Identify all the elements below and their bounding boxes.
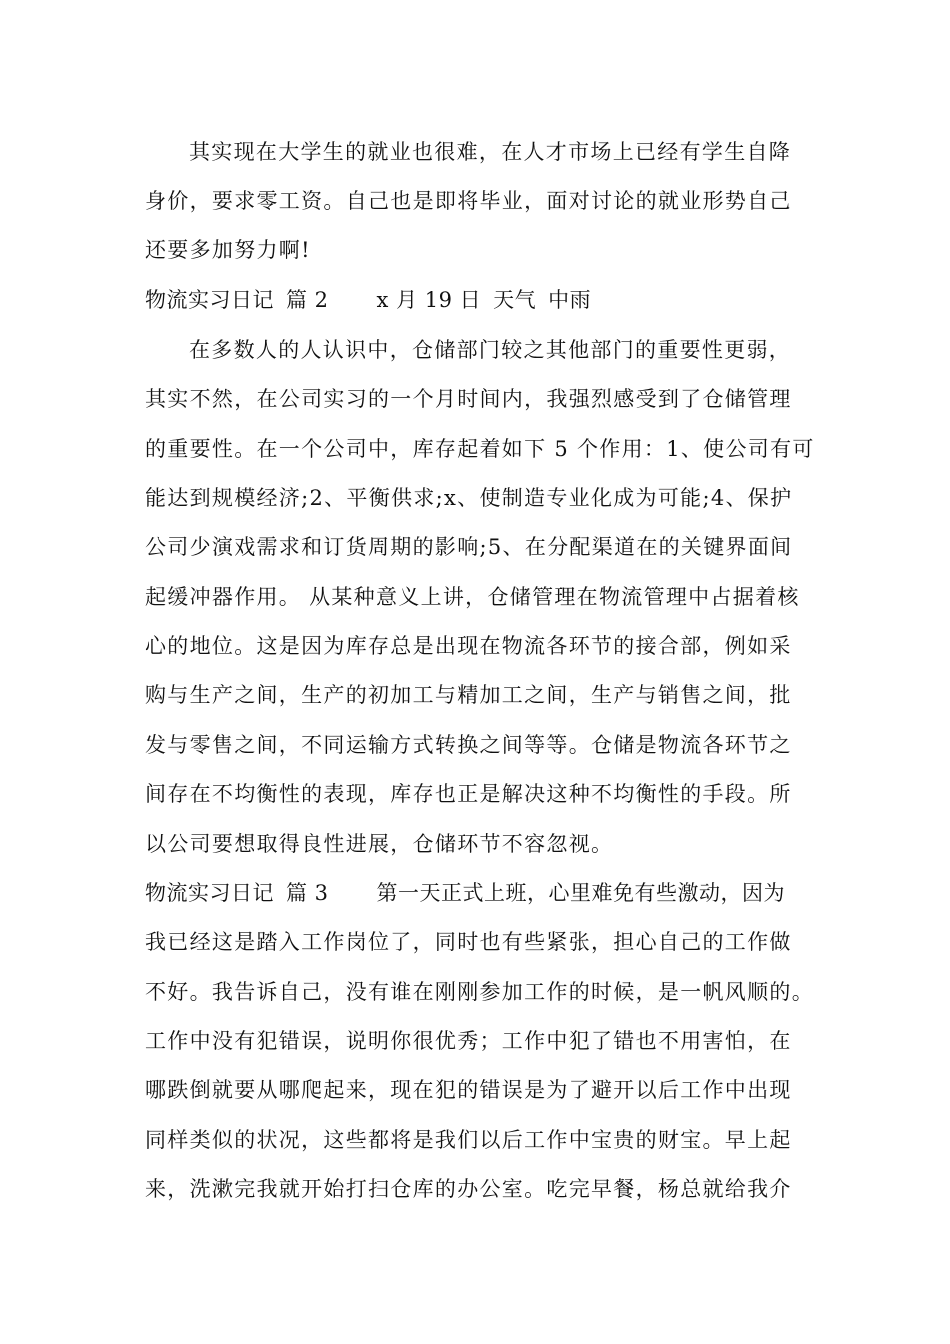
- entry-2-date: x 月 19 日: [376, 288, 482, 312]
- entry-2-line-2: 其实不然，在公司实习的一个月时间内，我强烈感受到了仓储管理: [145, 387, 792, 411]
- entry-2-line-10: 间存在不均衡性的表现，库存也正是解决这种不均衡性的手段。所: [145, 782, 792, 806]
- entry-3-line-5: 同样类似的状况，这些都将是我们以后工作中宝贵的财宝。早上起: [145, 1128, 792, 1152]
- entry-2-line-4: 能达到规模经济;2、平衡供求;x、使制造专业化成为可能;4、保护: [145, 486, 793, 510]
- entry-3-line-1: 我已经这是踏入工作岗位了，同时也有些紧张，担心自己的工作做: [145, 930, 792, 954]
- entry-2-line-6: 起缓冲器作用。 从某种意义上讲，仓储管理在物流管理中占据着核: [145, 585, 800, 609]
- entry-3-line-6: 来，洗漱完我就开始打扫仓库的办公室。吃完早餐，杨总就给我介: [145, 1177, 792, 1201]
- entry-3-line-4: 哪跌倒就要从哪爬起来，现在犯的错误是为了避开以后工作中出现: [145, 1078, 792, 1102]
- entry-2-line-5: 公司少演戏需求和订货周期的影响;5、在分配渠道在的关键界面间: [145, 535, 793, 559]
- entry-2-title: 物流实习日记: [145, 288, 274, 312]
- entry-3-number: 篇 3: [286, 881, 329, 905]
- entry-2-line-3: 的重要性。在一个公司中，库存起着如下 5 个作用：1、使公司有可: [145, 437, 815, 461]
- entry-3-line-2: 不好。我告诉自己，没有谁在刚刚参加工作的时候，是一帆风顺的。: [145, 980, 814, 1004]
- entry-2-line-9: 发与零售之间，不同运输方式转换之间等等。仓储是物流各环节之: [145, 733, 792, 757]
- entry-2-line-1: 在多数人的人认识中，仓储部门较之其他部门的重要性更弱，: [189, 338, 792, 362]
- entry-3-title: 物流实习日记: [145, 881, 274, 905]
- entry-2-weather-label: 天气: [493, 288, 537, 312]
- entry-2-heading: [145, 285, 591, 315]
- entry-3-heading: [145, 878, 785, 908]
- entry-2-number: 篇 2: [286, 288, 329, 312]
- paragraph-1-line-2: 身价，要求零工资。自己也是即将毕业，面对讨论的就业形势自己: [145, 189, 792, 213]
- entry-3-first-line: 第一天正式上班，心里难免有些激动，因为: [376, 881, 786, 905]
- entry-2-line-8: 购与生产之间，生产的初加工与精加工之间，生产与销售之间，批: [145, 683, 792, 707]
- paragraph-1-line-1: 其实现在大学生的就业也很难，在人才市场上已经有学生自降: [189, 140, 792, 164]
- paragraph-1-line-3: 还要多加努力啊!: [145, 238, 311, 262]
- entry-3-line-3: 工作中没有犯错误，说明你很优秀；工作中犯了错也不用害怕，在: [145, 1029, 792, 1053]
- entry-2-line-11: 以公司要想取得良性进展，仓储环节不容忽视。: [145, 832, 614, 856]
- entry-2-line-7: 心的地位。这是因为库存总是出现在物流各环节的接合部，例如采: [145, 634, 792, 658]
- entry-2-weather: 中雨: [548, 288, 592, 312]
